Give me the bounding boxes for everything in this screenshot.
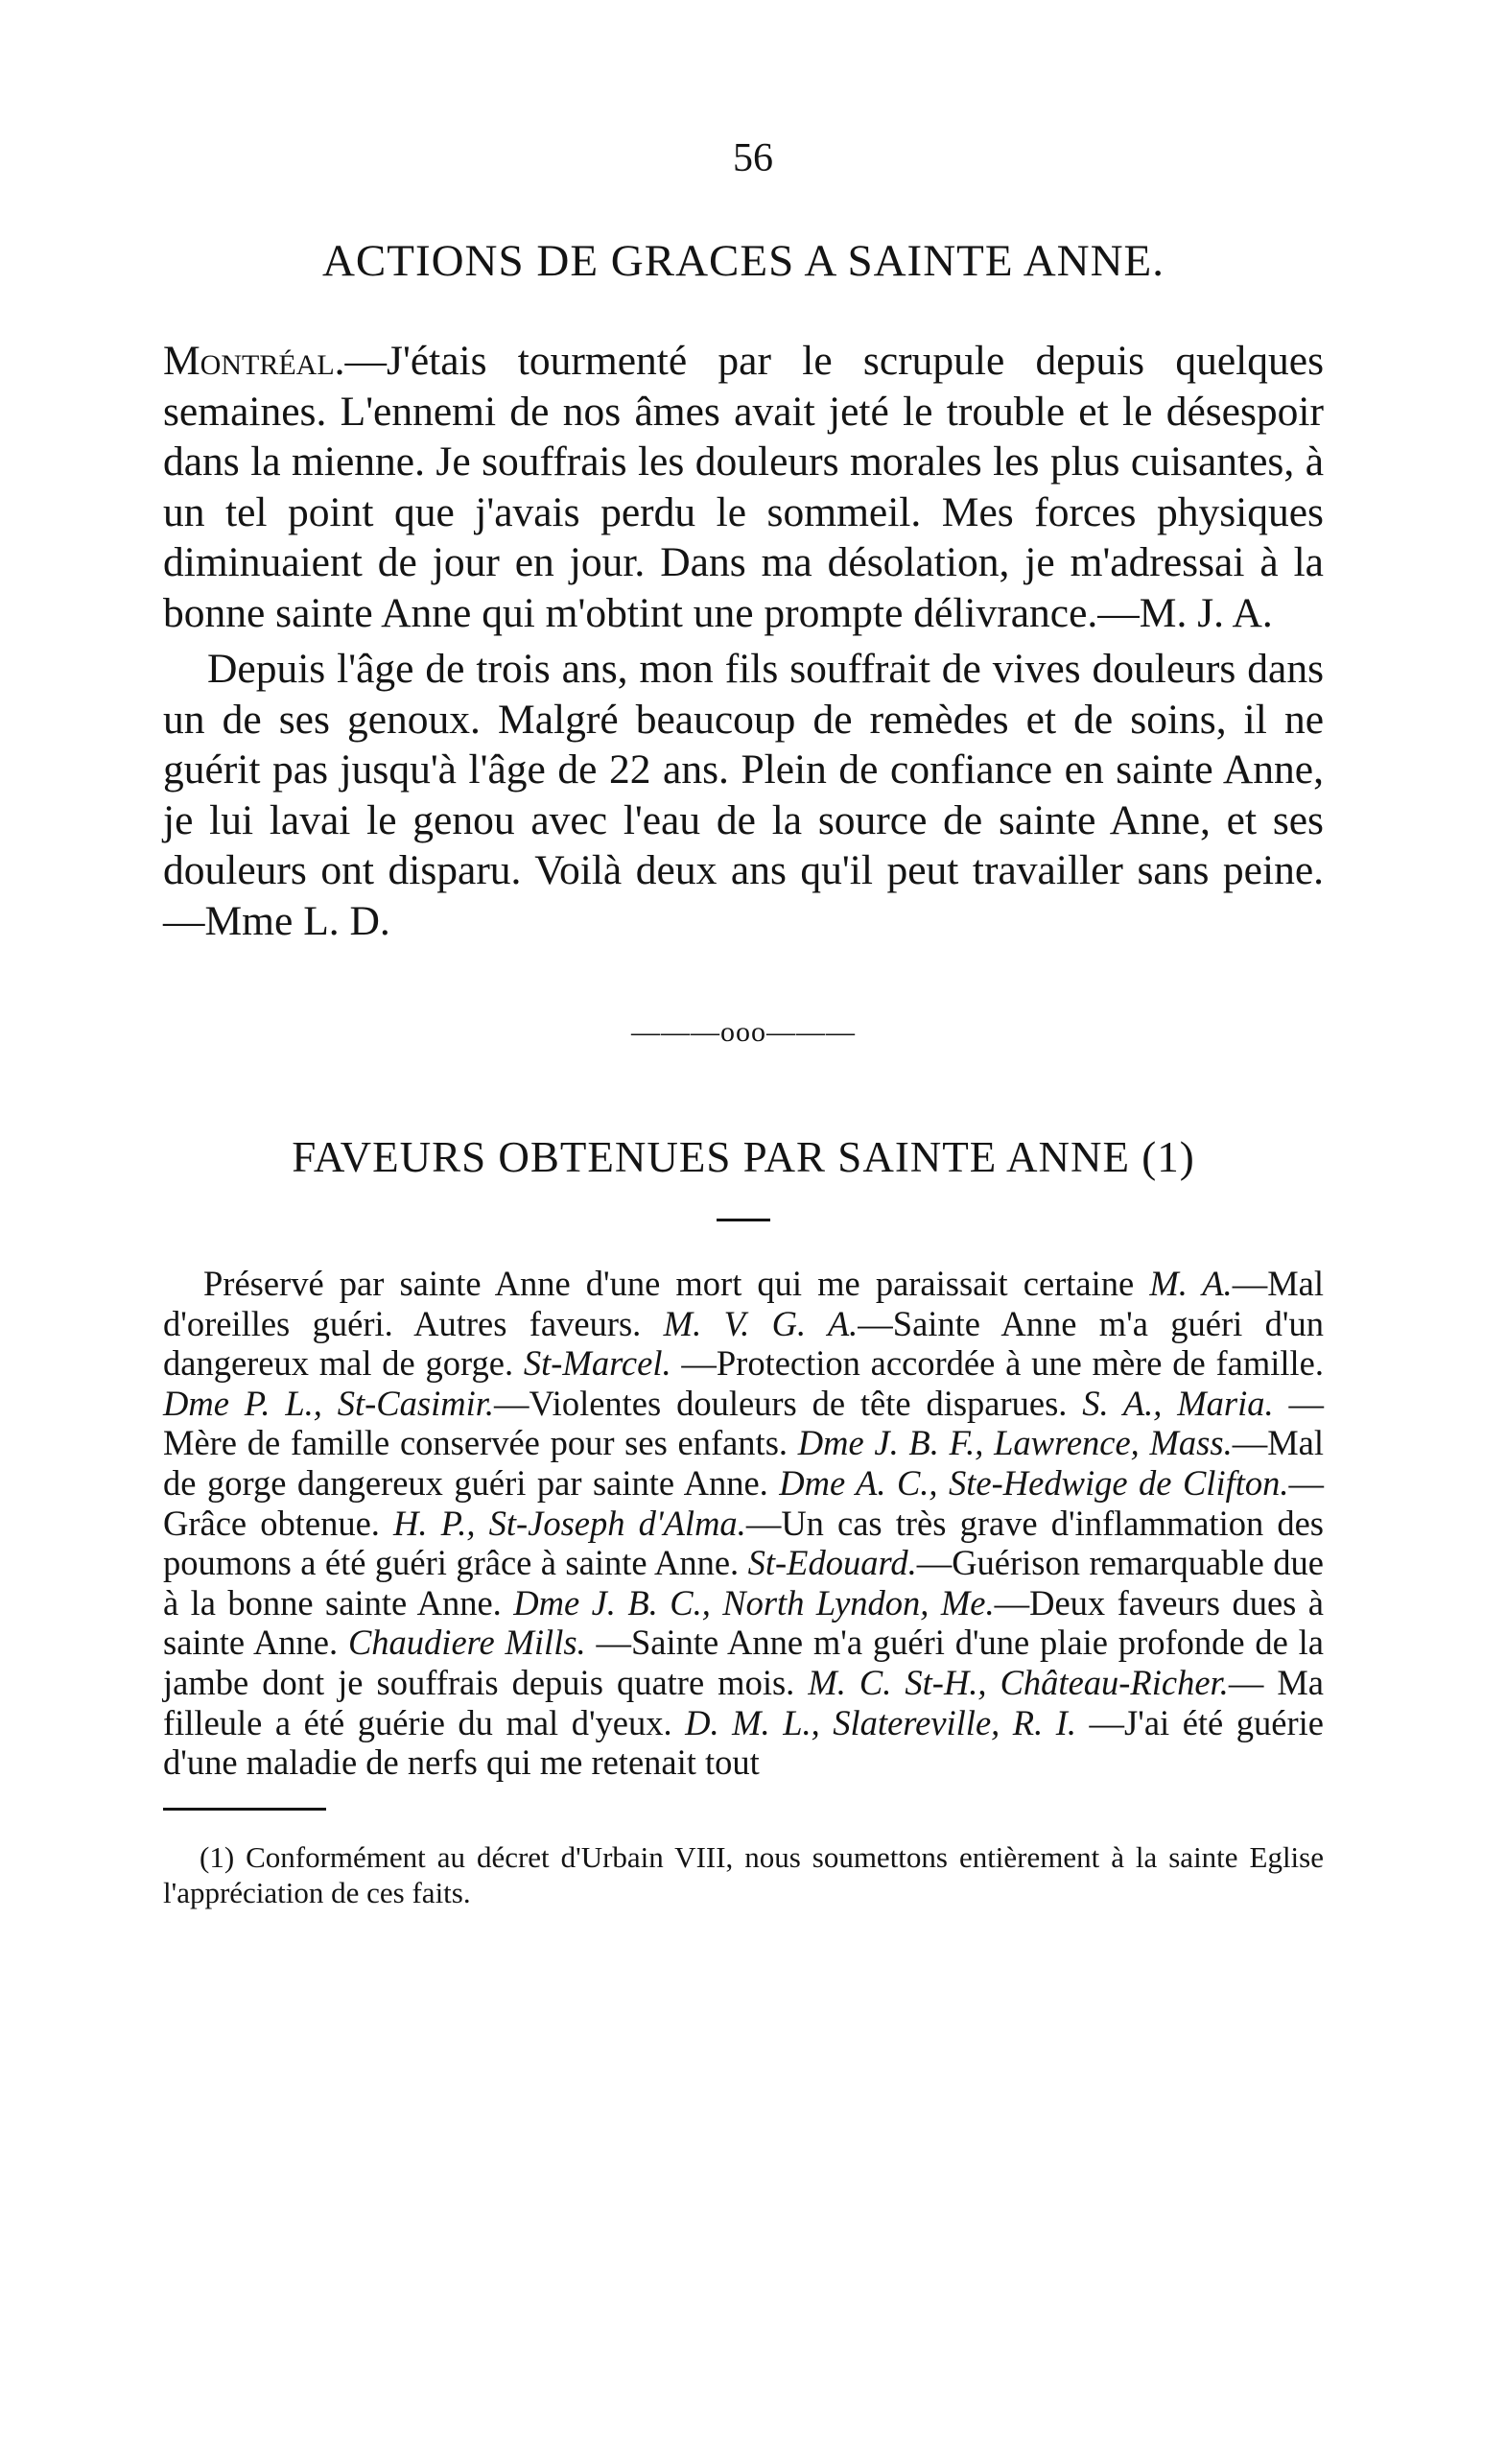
testimony-paragraph-montreal xyxy=(163,336,1324,638)
favor-attribution: Dme P. L., St-Casimir. xyxy=(163,1383,495,1423)
favor-attribution: M. A. xyxy=(1149,1264,1233,1303)
favor-text: —Sainte Anne m'a guéri d'une plaie profonde de la jambe dont je souffrais depuis quatre mois. xyxy=(163,1623,1324,1702)
book-page xyxy=(163,134,1324,1910)
favors-paragraph xyxy=(163,1264,1324,1783)
favor-attribution: St-Marcel. xyxy=(523,1343,671,1384)
section-separator: ———ooo——— xyxy=(631,1016,856,1048)
favor-attribution: D. M. L., Slatereville, R. I. xyxy=(685,1702,1077,1742)
footnote-rule xyxy=(163,1808,326,1811)
testimony-paragraph-knee: Depuis l'âge de trois ans, mon fils souffrait de vives douleurs dans un de ses genoux. Malgré beaucoup de remèdes et de soins, il ne guérit pas jusqu'à l'âge de 22 ans. Plein de confiance en sainte Anne, je lui lavai le genou avec l'eau de la source de sainte Anne, et ses douleurs ont disparu. Voilà deux ans qu'il peut travailler sans peine.—Mme L. D. xyxy=(163,646,1324,944)
favor-text: —Protection accordée à une mère de famille. xyxy=(671,1343,1324,1384)
favor-attribution: Dme J. B. C., North Lyndon, Me. xyxy=(513,1582,995,1623)
place-name: Montréal. xyxy=(163,338,345,384)
favor-attribution: Dme A. C., Ste-Hedwige de Clifton. xyxy=(779,1462,1289,1503)
page-number: 56 xyxy=(733,136,773,180)
favor-text: —Deux faveurs dues à sainte Anne. xyxy=(163,1582,1324,1663)
footnote: (1) Conformément au décret d'Urbain VIII, nous soumettons entièrement à la sainte Eglise l'appréciation de ces faits. xyxy=(163,1839,1324,1909)
favor-attribution: S. A., Maria. xyxy=(1082,1383,1274,1423)
favor-text: —Mère de famille conservée pour ses enfants. xyxy=(163,1383,1324,1463)
favor-text: —Violentes douleurs de tête disparues. xyxy=(494,1383,1083,1423)
favor-text: —J'ai été guérie d'une maladie de nerfs qui me retenait tout xyxy=(163,1702,1324,1783)
testimony-text: —J'étais tourmenté par le scrupule depuis quelques semaines. L'ennemi de nos âmes avait jeté le trouble et le désespoir dans la mienne. Je souffrais les douleurs morales les plus cuisantes, à un tel point que j'avais perdu le sommeil. Mes forces physiques diminuaient de jour en jour. Dans ma désolation, je m'adressai à la bonne sainte Anne qui m'obtint une prompte délivrance.—M. J. A. xyxy=(163,338,1324,636)
favor-text: — Ma filleule a été guérie du mal d'yeux. xyxy=(163,1662,1325,1742)
favor-text: —Mal d'oreilles guéri. Autres faveurs. xyxy=(163,1264,1324,1343)
favor-text: Préservé par sainte Anne d'une mort qui me paraissait certaine xyxy=(203,1264,1150,1303)
short-rule xyxy=(717,1219,770,1221)
favor-text: —Sainte Anne m'a guéri d'un dangereux mal de gorge. xyxy=(163,1303,1324,1384)
favor-text: —Mal de gorge dangereux guéri par sainte Anne. xyxy=(163,1423,1325,1503)
favor-attribution: Dme J. B. F., Lawrence, Mass. xyxy=(797,1423,1233,1463)
favor-attribution: St-Edouard. xyxy=(747,1543,917,1583)
favor-attribution: H. P., St-Joseph d'Alma. xyxy=(393,1503,746,1543)
favor-attribution: M. V. G. A. xyxy=(663,1303,859,1343)
favor-attribution: Chaudiere Mills. xyxy=(347,1623,586,1663)
section-heading-faveurs: FAVEURS OBTENUES PAR SAINTE ANNE (1) xyxy=(292,1133,1195,1181)
favor-attribution: M. C. St-H., Château-Richer. xyxy=(808,1662,1229,1702)
section-heading-actions-de-graces: ACTIONS DE GRACES A SAINTE ANNE. xyxy=(321,236,1165,286)
favor-text: —Grâce obtenue. xyxy=(163,1462,1325,1543)
favor-text: —Un cas très grave d'inflammation des poumons a été guéri grâce à sainte Anne. xyxy=(163,1503,1324,1583)
favor-text: —Guérison remarquable due à la bonne sainte Anne. xyxy=(163,1543,1324,1623)
